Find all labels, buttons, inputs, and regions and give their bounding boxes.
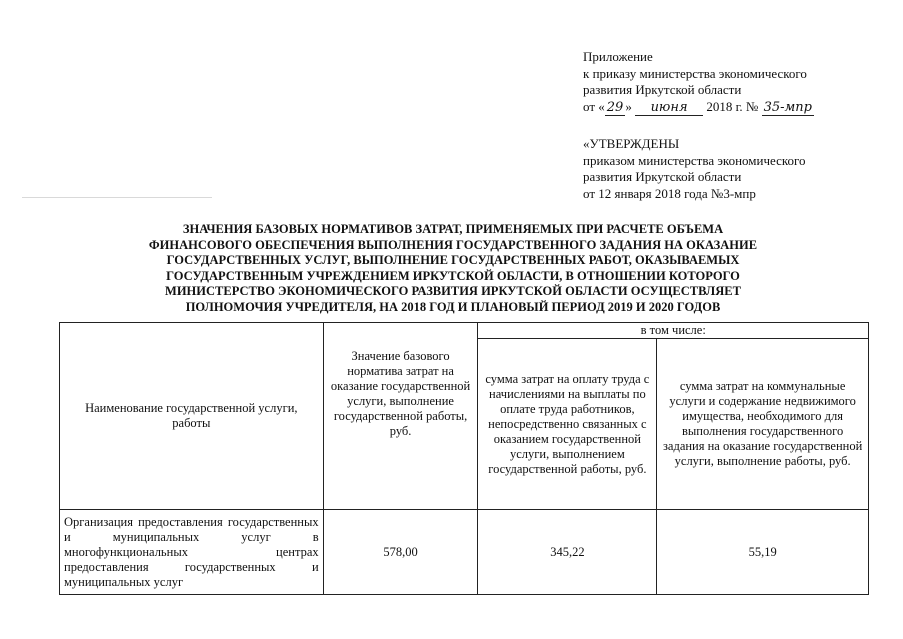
approved-line: от 12 января 2018 года №3-мпр — [583, 185, 756, 201]
cell-labor-costs: 345,22 — [478, 510, 657, 595]
handwritten-day: 29 — [606, 99, 624, 115]
title-line: МИНИСТЕРСТВО ЭКОНОМИЧЕСКОГО РАЗВИТИЯ ИРКУТСКОЙ ОБЛАСТИ ОСУЩЕСТВЛЯЕТ — [165, 284, 741, 298]
header-service-name: Наименование государственной услуги, работы — [60, 323, 324, 510]
approved-block — [583, 136, 806, 202]
appendix-line: развития Иркутской области — [583, 82, 742, 97]
cell-base-norm: 578,00 — [323, 510, 478, 595]
base-norms-table — [59, 322, 869, 595]
appendix-date-line — [583, 99, 814, 116]
appendix-line: Приложение — [583, 49, 653, 64]
handwritten-month: июня — [635, 101, 703, 116]
appendix-line: к приказу министерства экономического — [583, 65, 807, 81]
header-labor-costs: сумма затрат на оплату труда с начислениями на выплаты по оплате труда работников, непосредственно связанных с оказанием государственной услуги, выполнением государственной работы, руб. — [478, 339, 657, 510]
cell-service-name: Организация предоставления государственных и муниципальных услуг в многофункциональных центрах предоставления государственных и муниципальных услуг — [60, 510, 324, 595]
approved-line: «УТВЕРЖДЕНЫ — [583, 136, 680, 151]
approved-line: приказом министерства экономического — [583, 152, 806, 168]
appendix-block — [583, 49, 814, 116]
header-including: в том числе: — [478, 323, 869, 339]
header-base-norm: Значение базового норматива затрат на оказание государственной услуги, выполнение государственной работы, руб. — [323, 323, 478, 510]
handwritten-number: 35-мпр — [763, 99, 813, 115]
title-line: ФИНАНСОВОГО ОБЕСПЕЧЕНИЯ ВЫПОЛНЕНИЯ ГОСУДАРСТВЕННОГО ЗАДАНИЯ НА ОКАЗАНИЕ — [148, 237, 758, 252]
document-title — [60, 222, 846, 315]
title-line: ГОСУДАРСТВЕННЫМ УЧРЕЖДЕНИЕМ ИРКУТСКОЙ ОБЛАСТИ, В ОТНОШЕНИИ КОТОРОГО — [166, 268, 740, 283]
date-prefix: от « — [583, 98, 605, 114]
cell-utility-costs: 55,19 — [657, 510, 869, 595]
title-line: ПОЛНОМОЧИЯ УЧРЕДИТЕЛЯ, НА 2018 ГОД И ПЛАНОВЫЙ ПЕРИОД 2019 И 2020 ГОДОВ — [185, 299, 721, 314]
header-row — [60, 323, 869, 339]
approved-line: развития Иркутской области — [583, 169, 742, 184]
title-line: ГОСУДАРСТВЕННЫХ УСЛУГ, ВЫПОЛНЕНИЕ ГОСУДАРСТВЕННЫХ РАБОТ, ОКАЗЫВАЕМЫХ — [166, 253, 740, 267]
table-row — [60, 510, 869, 595]
date-mid: » — [625, 98, 632, 114]
year-text: 2018 г. № — [706, 98, 759, 114]
header-utility-costs: сумма затрат на коммунальные услуги и содержание недвижимого имущества, необходимого для выполнения государственного задания на оказание государственной услуги, выполнение работы, руб. — [657, 339, 869, 510]
scan-artifact-line — [22, 197, 212, 198]
title-line: ЗНАЧЕНИЯ БАЗОВЫХ НОРМАТИВОВ ЗАТРАТ, ПРИМЕНЯЕМЫХ ПРИ РАСЧЕТЕ ОБЪЕМА — [182, 222, 724, 236]
